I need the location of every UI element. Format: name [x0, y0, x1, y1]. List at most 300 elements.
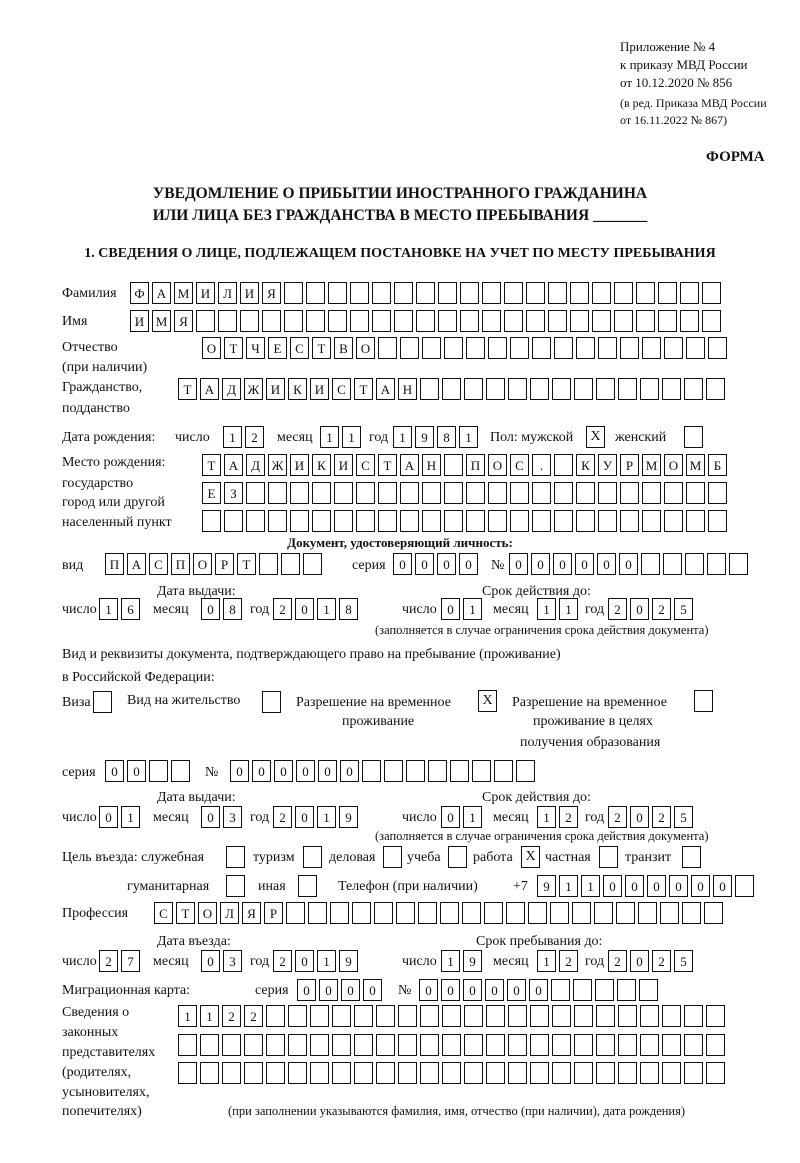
char-cell[interactable] [642, 337, 661, 359]
char-cell[interactable]: 8 [223, 598, 242, 620]
char-cell[interactable]: И [130, 310, 149, 332]
char-cell[interactable]: С [149, 553, 168, 575]
char-cell[interactable]: 1 [99, 598, 118, 620]
char-cell[interactable]: Н [422, 454, 441, 476]
char-cell[interactable] [362, 760, 381, 782]
char-cell[interactable] [378, 337, 397, 359]
char-cell[interactable] [494, 760, 513, 782]
char-cell[interactable] [642, 482, 661, 504]
char-cell[interactable] [420, 1034, 439, 1056]
char-cell[interactable] [398, 1005, 417, 1027]
char-cell[interactable] [614, 310, 633, 332]
char-cell[interactable]: С [356, 454, 375, 476]
char-cell[interactable]: 2 [608, 950, 627, 972]
char-cell[interactable] [662, 1034, 681, 1056]
char-cell[interactable] [422, 510, 441, 532]
char-cell[interactable]: О [664, 454, 683, 476]
char-cell[interactable]: 0 [341, 979, 360, 1001]
char-cell[interactable]: 0 [459, 553, 478, 575]
char-cell[interactable]: 0 [230, 760, 249, 782]
char-cell[interactable] [686, 337, 705, 359]
char-cell[interactable]: 1 [537, 806, 556, 828]
char-cell[interactable] [444, 454, 463, 476]
char-cell[interactable] [460, 282, 479, 304]
char-cell[interactable] [384, 760, 403, 782]
char-cell[interactable]: 0 [507, 979, 526, 1001]
char-cell[interactable] [303, 553, 322, 575]
char-cell[interactable] [334, 510, 353, 532]
char-cell[interactable]: Е [202, 482, 221, 504]
char-cell[interactable]: 0 [597, 553, 616, 575]
char-cell[interactable] [438, 282, 457, 304]
char-cell[interactable] [574, 378, 593, 400]
char-cell[interactable]: Р [264, 902, 283, 924]
char-cell[interactable] [508, 378, 527, 400]
char-cell[interactable] [246, 482, 265, 504]
char-cell[interactable] [334, 482, 353, 504]
char-cell[interactable] [350, 310, 369, 332]
birth-month-field[interactable] [320, 426, 361, 448]
char-cell[interactable]: 1 [342, 426, 361, 448]
char-cell[interactable]: 6 [121, 598, 140, 620]
right-issue-year[interactable] [273, 806, 358, 828]
char-cell[interactable] [178, 1062, 197, 1084]
char-cell[interactable] [354, 1034, 373, 1056]
char-cell[interactable]: 1 [317, 598, 336, 620]
char-cell[interactable] [530, 378, 549, 400]
char-cell[interactable] [680, 282, 699, 304]
char-cell[interactable]: 0 [295, 806, 314, 828]
char-cell[interactable]: 0 [553, 553, 572, 575]
char-cell[interactable] [662, 378, 681, 400]
char-cell[interactable] [310, 1034, 329, 1056]
char-cell[interactable] [616, 902, 635, 924]
char-cell[interactable]: 0 [619, 553, 638, 575]
doc-series-field[interactable] [393, 553, 478, 575]
char-cell[interactable]: Л [218, 282, 237, 304]
char-cell[interactable] [400, 510, 419, 532]
char-cell[interactable] [222, 1034, 241, 1056]
char-cell[interactable] [664, 510, 683, 532]
char-cell[interactable] [684, 378, 703, 400]
citizenship-field[interactable] [178, 378, 725, 400]
char-cell[interactable]: И [334, 454, 353, 476]
char-cell[interactable]: С [154, 902, 173, 924]
char-cell[interactable] [682, 902, 701, 924]
char-cell[interactable] [594, 902, 613, 924]
char-cell[interactable]: К [576, 454, 595, 476]
char-cell[interactable]: 1 [317, 806, 336, 828]
char-cell[interactable] [510, 482, 529, 504]
char-cell[interactable] [506, 902, 525, 924]
char-cell[interactable]: 2 [652, 598, 671, 620]
char-cell[interactable]: 0 [105, 760, 124, 782]
char-cell[interactable] [330, 902, 349, 924]
char-cell[interactable]: 0 [318, 760, 337, 782]
char-cell[interactable] [376, 1005, 395, 1027]
char-cell[interactable] [574, 1005, 593, 1027]
purpose-transit-checkbox[interactable] [682, 846, 701, 868]
char-cell[interactable] [378, 482, 397, 504]
char-cell[interactable] [332, 1062, 351, 1084]
char-cell[interactable]: О [356, 337, 375, 359]
char-cell[interactable] [573, 979, 592, 1001]
char-cell[interactable] [595, 979, 614, 1001]
phone-field[interactable] [537, 875, 754, 897]
char-cell[interactable]: 0 [630, 806, 649, 828]
char-cell[interactable] [729, 553, 748, 575]
char-cell[interactable] [442, 1062, 461, 1084]
char-cell[interactable] [620, 510, 639, 532]
char-cell[interactable] [617, 979, 636, 1001]
char-cell[interactable] [504, 282, 523, 304]
char-cell[interactable] [394, 310, 413, 332]
right-valid-month[interactable] [537, 806, 578, 828]
char-cell[interactable]: П [466, 454, 485, 476]
char-cell[interactable] [464, 1062, 483, 1084]
char-cell[interactable] [554, 337, 573, 359]
char-cell[interactable]: 0 [127, 760, 146, 782]
char-cell[interactable] [466, 337, 485, 359]
char-cell[interactable]: 1 [393, 426, 412, 448]
char-cell[interactable] [639, 979, 658, 1001]
char-cell[interactable] [372, 310, 391, 332]
char-cell[interactable] [530, 1005, 549, 1027]
char-cell[interactable] [488, 337, 507, 359]
char-cell[interactable] [658, 310, 677, 332]
char-cell[interactable] [240, 310, 259, 332]
char-cell[interactable] [444, 510, 463, 532]
char-cell[interactable]: . [532, 454, 551, 476]
char-cell[interactable] [552, 378, 571, 400]
char-cell[interactable] [286, 902, 305, 924]
char-cell[interactable]: 2 [652, 806, 671, 828]
char-cell[interactable] [444, 337, 463, 359]
char-cell[interactable] [268, 482, 287, 504]
char-cell[interactable] [708, 510, 727, 532]
char-cell[interactable]: М [174, 282, 193, 304]
char-cell[interactable] [376, 1034, 395, 1056]
char-cell[interactable]: К [288, 378, 307, 400]
char-cell[interactable] [482, 282, 501, 304]
visa-checkbox[interactable] [93, 691, 112, 713]
right-issue-month[interactable] [201, 806, 242, 828]
char-cell[interactable]: У [598, 454, 617, 476]
char-cell[interactable] [548, 282, 567, 304]
char-cell[interactable] [222, 1062, 241, 1084]
char-cell[interactable] [312, 510, 331, 532]
doc-issue-year[interactable] [273, 598, 358, 620]
birthplace-row-3[interactable] [202, 510, 727, 532]
char-cell[interactable] [504, 310, 523, 332]
sex-male-checkbox[interactable]: X [586, 426, 605, 448]
char-cell[interactable]: 0 [201, 598, 220, 620]
reps-row-2[interactable] [178, 1034, 725, 1056]
char-cell[interactable]: 0 [274, 760, 293, 782]
edu-residence-checkbox[interactable] [694, 690, 713, 712]
char-cell[interactable] [422, 482, 441, 504]
char-cell[interactable] [686, 482, 705, 504]
char-cell[interactable] [528, 902, 547, 924]
reps-row-3[interactable] [178, 1062, 725, 1084]
char-cell[interactable] [178, 1034, 197, 1056]
migration-series-field[interactable] [297, 979, 382, 1001]
char-cell[interactable]: И [290, 454, 309, 476]
char-cell[interactable]: Ж [268, 454, 287, 476]
char-cell[interactable] [508, 1005, 527, 1027]
char-cell[interactable] [706, 1005, 725, 1027]
char-cell[interactable]: 0 [509, 553, 528, 575]
char-cell[interactable]: 2 [245, 426, 264, 448]
char-cell[interactable]: 7 [121, 950, 140, 972]
char-cell[interactable] [398, 1062, 417, 1084]
char-cell[interactable] [508, 1034, 527, 1056]
char-cell[interactable]: С [510, 454, 529, 476]
surname-field[interactable] [130, 282, 721, 304]
purpose-private-checkbox[interactable] [599, 846, 618, 868]
char-cell[interactable]: З [224, 482, 243, 504]
char-cell[interactable]: 0 [393, 553, 412, 575]
char-cell[interactable]: 8 [437, 426, 456, 448]
char-cell[interactable]: Д [222, 378, 241, 400]
char-cell[interactable]: 2 [652, 950, 671, 972]
char-cell[interactable] [532, 337, 551, 359]
char-cell[interactable]: 0 [295, 950, 314, 972]
char-cell[interactable] [400, 482, 419, 504]
char-cell[interactable] [396, 902, 415, 924]
char-cell[interactable]: 1 [317, 950, 336, 972]
char-cell[interactable] [641, 553, 660, 575]
char-cell[interactable] [735, 875, 754, 897]
char-cell[interactable]: 5 [674, 806, 693, 828]
char-cell[interactable] [438, 310, 457, 332]
char-cell[interactable]: 1 [223, 426, 242, 448]
char-cell[interactable]: А [376, 378, 395, 400]
char-cell[interactable]: 1 [459, 426, 478, 448]
char-cell[interactable] [460, 310, 479, 332]
char-cell[interactable]: М [642, 454, 661, 476]
char-cell[interactable] [306, 282, 325, 304]
char-cell[interactable] [530, 1034, 549, 1056]
char-cell[interactable]: 2 [222, 1005, 241, 1027]
char-cell[interactable] [308, 902, 327, 924]
char-cell[interactable] [310, 1062, 329, 1084]
reps-row-1[interactable] [178, 1005, 725, 1027]
char-cell[interactable] [706, 378, 725, 400]
right-series-field[interactable] [105, 760, 190, 782]
char-cell[interactable] [658, 282, 677, 304]
char-cell[interactable] [290, 482, 309, 504]
char-cell[interactable] [418, 902, 437, 924]
purpose-work-checkbox[interactable]: X [521, 846, 540, 868]
char-cell[interactable]: 1 [559, 875, 578, 897]
char-cell[interactable] [246, 510, 265, 532]
char-cell[interactable] [486, 1005, 505, 1027]
char-cell[interactable]: 1 [463, 806, 482, 828]
char-cell[interactable] [552, 1005, 571, 1027]
char-cell[interactable]: 0 [625, 875, 644, 897]
stay-day[interactable] [441, 950, 482, 972]
char-cell[interactable] [550, 902, 569, 924]
char-cell[interactable] [171, 760, 190, 782]
char-cell[interactable] [374, 902, 393, 924]
char-cell[interactable] [680, 310, 699, 332]
char-cell[interactable] [702, 282, 721, 304]
char-cell[interactable] [196, 310, 215, 332]
char-cell[interactable] [310, 1005, 329, 1027]
char-cell[interactable]: 0 [713, 875, 732, 897]
char-cell[interactable] [516, 760, 535, 782]
char-cell[interactable]: 0 [463, 979, 482, 1001]
char-cell[interactable] [218, 310, 237, 332]
char-cell[interactable] [574, 1062, 593, 1084]
char-cell[interactable] [706, 1062, 725, 1084]
char-cell[interactable]: 2 [273, 598, 292, 620]
char-cell[interactable] [684, 1034, 703, 1056]
char-cell[interactable] [554, 482, 573, 504]
char-cell[interactable] [224, 510, 243, 532]
char-cell[interactable] [596, 1062, 615, 1084]
char-cell[interactable] [508, 1062, 527, 1084]
char-cell[interactable]: Т [354, 378, 373, 400]
char-cell[interactable] [702, 310, 721, 332]
char-cell[interactable] [464, 1005, 483, 1027]
right-valid-year[interactable] [608, 806, 693, 828]
char-cell[interactable]: А [200, 378, 219, 400]
char-cell[interactable] [422, 337, 441, 359]
char-cell[interactable] [662, 1005, 681, 1027]
char-cell[interactable]: 1 [537, 598, 556, 620]
char-cell[interactable] [442, 378, 461, 400]
doc-issue-day[interactable] [99, 598, 140, 620]
char-cell[interactable] [642, 510, 661, 532]
char-cell[interactable] [284, 310, 303, 332]
char-cell[interactable]: 2 [559, 806, 578, 828]
char-cell[interactable] [664, 482, 683, 504]
char-cell[interactable]: Ч [246, 337, 265, 359]
char-cell[interactable] [598, 337, 617, 359]
char-cell[interactable] [618, 1062, 637, 1084]
char-cell[interactable] [332, 1005, 351, 1027]
char-cell[interactable]: О [193, 553, 212, 575]
char-cell[interactable] [356, 482, 375, 504]
char-cell[interactable] [288, 1034, 307, 1056]
char-cell[interactable] [554, 454, 573, 476]
char-cell[interactable] [266, 1034, 285, 1056]
char-cell[interactable]: 0 [441, 598, 460, 620]
char-cell[interactable] [596, 378, 615, 400]
char-cell[interactable] [442, 1005, 461, 1027]
char-cell[interactable] [406, 760, 425, 782]
char-cell[interactable] [416, 310, 435, 332]
char-cell[interactable]: Р [215, 553, 234, 575]
temp-residence-checkbox[interactable]: X [478, 690, 497, 712]
char-cell[interactable]: Р [620, 454, 639, 476]
char-cell[interactable]: О [488, 454, 507, 476]
char-cell[interactable]: Ф [130, 282, 149, 304]
char-cell[interactable]: Л [220, 902, 239, 924]
char-cell[interactable]: 0 [363, 979, 382, 1001]
char-cell[interactable]: 0 [647, 875, 666, 897]
birth-day-field[interactable] [223, 426, 264, 448]
entry-month[interactable] [201, 950, 242, 972]
char-cell[interactable]: 1 [178, 1005, 197, 1027]
char-cell[interactable] [200, 1034, 219, 1056]
char-cell[interactable]: 3 [223, 950, 242, 972]
char-cell[interactable]: 2 [608, 806, 627, 828]
char-cell[interactable]: Я [174, 310, 193, 332]
char-cell[interactable] [685, 553, 704, 575]
char-cell[interactable] [482, 310, 501, 332]
doc-valid-year[interactable] [608, 598, 693, 620]
char-cell[interactable] [614, 282, 633, 304]
char-cell[interactable] [554, 510, 573, 532]
patronymic-field[interactable] [202, 337, 727, 359]
char-cell[interactable]: 0 [201, 806, 220, 828]
char-cell[interactable]: 0 [441, 979, 460, 1001]
char-cell[interactable]: 2 [273, 950, 292, 972]
right-valid-day[interactable] [441, 806, 482, 828]
char-cell[interactable]: А [400, 454, 419, 476]
char-cell[interactable] [598, 510, 617, 532]
char-cell[interactable]: Б [708, 454, 727, 476]
char-cell[interactable] [440, 902, 459, 924]
profession-field[interactable] [154, 902, 723, 924]
char-cell[interactable] [640, 1034, 659, 1056]
char-cell[interactable]: А [152, 282, 171, 304]
char-cell[interactable] [354, 1005, 373, 1027]
char-cell[interactable]: М [686, 454, 705, 476]
char-cell[interactable] [640, 1062, 659, 1084]
char-cell[interactable] [244, 1034, 263, 1056]
char-cell[interactable]: 9 [339, 806, 358, 828]
char-cell[interactable]: 0 [296, 760, 315, 782]
birthplace-row-2[interactable] [202, 482, 727, 504]
char-cell[interactable] [596, 1034, 615, 1056]
char-cell[interactable]: Н [398, 378, 417, 400]
char-cell[interactable] [572, 902, 591, 924]
char-cell[interactable] [466, 510, 485, 532]
char-cell[interactable]: 2 [559, 950, 578, 972]
char-cell[interactable]: 1 [559, 598, 578, 620]
char-cell[interactable]: 0 [531, 553, 550, 575]
char-cell[interactable] [149, 760, 168, 782]
char-cell[interactable] [290, 510, 309, 532]
char-cell[interactable] [526, 310, 545, 332]
doc-valid-month[interactable] [537, 598, 578, 620]
char-cell[interactable]: 1 [441, 950, 460, 972]
char-cell[interactable]: 5 [674, 598, 693, 620]
char-cell[interactable] [663, 553, 682, 575]
char-cell[interactable]: 0 [295, 598, 314, 620]
char-cell[interactable]: Т [176, 902, 195, 924]
char-cell[interactable] [551, 979, 570, 1001]
char-cell[interactable]: 9 [537, 875, 556, 897]
purpose-other-checkbox[interactable] [298, 875, 317, 897]
char-cell[interactable] [266, 1005, 285, 1027]
char-cell[interactable]: 0 [252, 760, 271, 782]
char-cell[interactable] [708, 482, 727, 504]
char-cell[interactable]: 0 [201, 950, 220, 972]
name-field[interactable] [130, 310, 721, 332]
char-cell[interactable]: 2 [244, 1005, 263, 1027]
char-cell[interactable] [420, 378, 439, 400]
char-cell[interactable]: В [334, 337, 353, 359]
purpose-tourism-checkbox[interactable] [303, 846, 322, 868]
char-cell[interactable] [662, 1062, 681, 1084]
char-cell[interactable] [376, 1062, 395, 1084]
char-cell[interactable] [352, 902, 371, 924]
